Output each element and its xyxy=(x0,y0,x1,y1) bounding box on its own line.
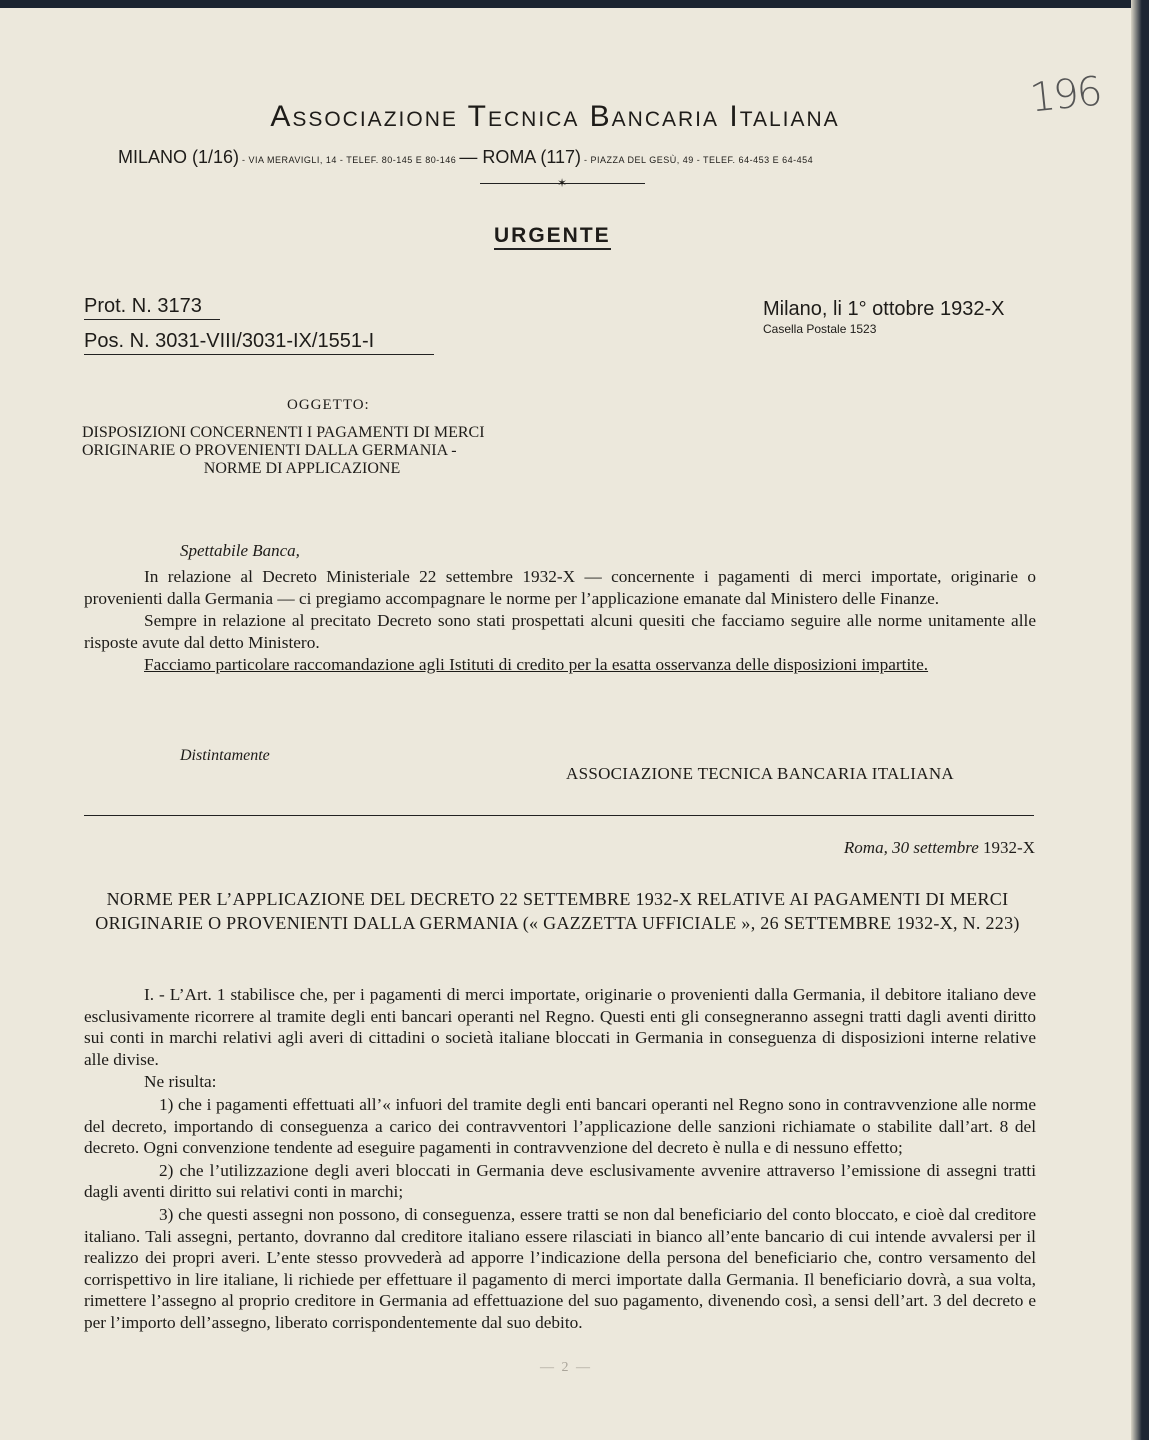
address-separator: — xyxy=(459,147,478,167)
norme-item: 2) che l’utilizzazione degli averi bloccati in Germania deve esclusivamente avvenire attraverso l’emissione di assegni tratti dagli aventi diritto sui relativi conti in marchi; xyxy=(84,1160,1036,1202)
milano-label: MILANO (1/16) xyxy=(118,147,240,167)
salutation: Spettabile Banca, xyxy=(180,541,300,560)
norme-heading: NORME PER L’APPLICAZIONE DEL DECRETO 22 SETTEMBRE 1932-X RELATIVE AI PAGAMENTI DI MERCI ORIGINARIE O PROVENIENTI DALLA GERMANIA (« GAZZETTA UFFICIALE », 26 SETTEMBRE 1932-X, N. 223) xyxy=(95,889,1020,933)
postal-box: Casella Postale 1523 xyxy=(763,322,877,336)
norme-paragraph: Ne risulta: xyxy=(144,1072,217,1092)
norme-item: 3) che questi assegni non possono, di conseguenza, essere tratti se non dal beneficiario del conto bloccato, e cioè dal creditore italiano. Tali assegni, pertanto, dovranno dal creditore italiano essere rilasciati in bianco all’ente bancario di cui intende avvalersi per il realizzo dei propri averi. L’ente stesso provvederà ad apporre l’indicazione della persona del beneficiario che, contro versamento del corrispettivo in lire italiane, li richiede per effettuare il pagamento di merci importate dalla Germania. Il beneficiario dovrà, a sua volta, rimettere l’assegno al proprio creditore in Germania ad effettuazione del suo pagamento, divenendo così, a sensi dell’art. 3 del decreto e per l’importo dell’assegno, liberato corrispondentemente dal suo debito. xyxy=(84,1204,1036,1332)
place-date: Milano, li 1° ottobre 1932-X xyxy=(763,298,1005,320)
section-divider xyxy=(84,815,1034,816)
norme-body xyxy=(84,984,1036,1335)
norme-paragraph: I. - L’Art. 1 stabilisce che, per i pagamenti di merci importate, originarie o provenienti dalla Germania, il debitore italiano deve esclusivamente ricorrere al tramite degli enti bancari operanti nel Regno. Questi enti gli consegneranno assegni tratti dagli aventi diritto sui conti in marchi relativi agli averi di cittadini o società italiane bloccati in Germania in conseguenza di disposizioni interne relative alle divise. xyxy=(84,985,1036,1069)
milano-address: - VIA MERAVIGLI, 14 - TELEF. 80-145 E 80-146 xyxy=(239,155,460,165)
subject-label: OGGETTO: xyxy=(287,397,370,413)
subject-line: ORIGINARIE O PROVENIENTI DALLA GERMANIA - xyxy=(82,442,457,459)
page-footer: — 2 — xyxy=(540,1360,592,1375)
closing: Distintamente xyxy=(180,747,270,764)
subject-line: NORME DI APPLICAZIONE xyxy=(203,460,401,477)
urgent-label: URGENTE xyxy=(494,224,611,250)
dateline-place: Roma, xyxy=(843,838,888,857)
organization-title: Associazione Tecnica Bancaria Italiana xyxy=(270,100,840,133)
letter-paragraph: In relazione al Decreto Ministeriale 22 settembre 1932-X — concernente i pagamenti di merci importate, originarie o provenienti dalla Germania — ci pregiamo accompagnare le norme per l’applicazione emanate dal Ministero delle Finanze. xyxy=(84,567,1036,608)
signature: ASSOCIAZIONE TECNICA BANCARIA ITALIANA xyxy=(566,764,954,783)
subject-text xyxy=(82,424,572,478)
letter-paragraph: Sempre in relazione al precitato Decreto sono stati prospettati alcuni quesiti che facciamo seguire alle norme unitamente alle risposte avute dal detto Ministero. xyxy=(84,611,1036,652)
handwritten-page-number: 196 xyxy=(1027,68,1103,122)
dateline-year: 1932-X xyxy=(978,838,1035,857)
letter-body xyxy=(84,566,1036,676)
star-ornament-icon: ✶ xyxy=(557,176,568,190)
letterhead-address xyxy=(118,147,813,168)
protocol-number: Prot. N. 3173 xyxy=(84,295,202,317)
norme-item: 1) che i pagamenti effettuati all’« infuori del tramite degli enti bancari operanti nel Regno sono in contravvenzione alle norme del decreto, importando di conseguenza a carico dei contravventori l’applicazione delle sanzioni richiamate o stabilite dall’art. 8 del decreto. Ogni convenzione tendente ad eseguire pagamenti in contravvenzione del decreto è nulla e di nessuno effetto; xyxy=(84,1094,1036,1158)
position-number: Pos. N. 3031-VIII/3031-IX/1551-I xyxy=(84,330,375,352)
scan-right-edge xyxy=(1131,0,1149,1440)
position-underline xyxy=(84,354,434,355)
letter-paragraph-emphasis: Facciamo particolare raccomandazione agli Istituti di credito per la esatta osservanza delle disposizioni impartite. xyxy=(144,655,929,674)
protocol-underline xyxy=(84,319,220,320)
norme-dateline xyxy=(760,838,1035,858)
roma-address: - PIAZZA DEL GESÙ, 49 - TELEF. 64-453 E 64-454 xyxy=(581,155,814,165)
dateline-date: 30 settembre xyxy=(887,838,979,857)
subject-line: DISPOSIZIONI CONCERNENTI I PAGAMENTI DI MERCI xyxy=(82,424,485,441)
roma-label: ROMA (117) xyxy=(477,147,582,167)
